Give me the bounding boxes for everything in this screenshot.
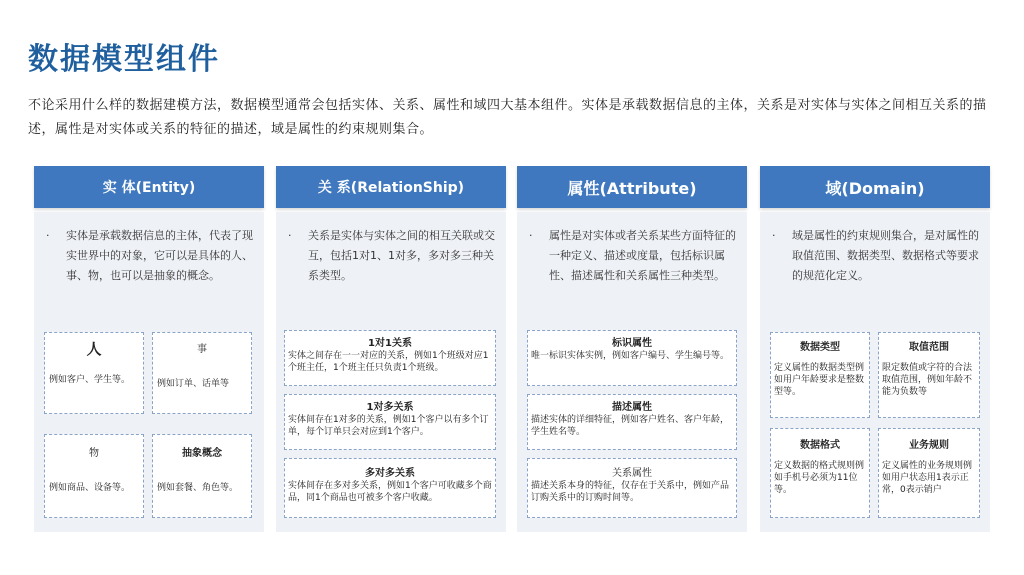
page-title: 数据模型组件 bbox=[28, 42, 220, 77]
entity-box-abstract: 抽象概念 例如套餐、角色等。 bbox=[152, 434, 252, 518]
relationship-description: · 关系是实体与实体之间的相互关联或交互，包括1对1、1对多，多对多三种关系类型。 bbox=[288, 226, 496, 286]
identifier-attribute-box: 标识属性 唯一标识实体实例，例如客户编号、学生编号等。 bbox=[527, 330, 737, 386]
relationship-header: 关 系(RelationShip) bbox=[276, 166, 506, 208]
entity-box-person: 人 例如客户、学生等。 bbox=[44, 332, 144, 414]
many-to-many-box: 多对多关系 实体间存在多对多关系，例如1个客户可收藏多个商品，同1个商品也可被多个客户收藏。 bbox=[284, 458, 496, 518]
entity-column bbox=[34, 166, 264, 532]
entity-box-thing: 物 例如商品、设备等。 bbox=[44, 434, 144, 518]
one-to-one-box: 1对1关系 实体之间存在一一对应的关系，例如1个班级对应1个班主任，1个班主任只负责1个班级。 bbox=[284, 330, 496, 386]
domain-header: 域(Domain) bbox=[760, 166, 990, 208]
bullet-icon: · bbox=[288, 229, 292, 242]
one-to-many-box: 1对多关系 实体间存在1对多的关系，例如1个客户以有多个订单，每个订单只会对应到1个客户。 bbox=[284, 394, 496, 450]
relationship-column bbox=[276, 166, 506, 532]
descriptive-attribute-box: 描述属性 描述实体的详细特征，例如客户姓名、客户年龄，学生姓名等。 bbox=[527, 394, 737, 450]
domain-body bbox=[760, 212, 990, 532]
domain-description: · 域是属性的约束规则集合，是对属性的取值范围、数据类型、数据格式等要求的规范化定义。 bbox=[772, 226, 980, 286]
entity-body bbox=[34, 212, 264, 532]
relationship-attribute-box: 关系属性 描述关系本身的特征，仅存在于关系中，例如产品订购关系中的订购时间等。 bbox=[527, 458, 737, 518]
intro-paragraph: 不论采用什么样的数据建模方法，数据模型通常会包括实体、关系、属性和域四大基本组件。实体是承载数据信息的主体，关系是对实体与实体之间相互关系的描述，属性是对实体或关系的特征的描述，域是属性的约束规则集合。 bbox=[28, 98, 987, 137]
attribute-header: 属性(Attribute) bbox=[517, 166, 747, 208]
attribute-body bbox=[517, 212, 747, 532]
value-range-box: 取值范围 限定数值或字符的合法取值范围，例如年龄不能为负数等 bbox=[878, 332, 980, 418]
business-rule-box: 业务规则 定义属性的业务规则例如用户状态用1表示正常，0表示销户 bbox=[878, 428, 980, 518]
attribute-column bbox=[517, 166, 747, 532]
entity-header: 实 体(Entity) bbox=[34, 166, 264, 208]
data-type-box: 数据类型 定义属性的数据类型例如用户年龄要求是整数型等。 bbox=[770, 332, 870, 418]
attribute-description: · 属性是对实体或者关系某些方面特征的一种定义、描述或度量，包括标识属性、描述属性和关系属性三种类型。 bbox=[529, 226, 737, 286]
bullet-icon: · bbox=[529, 229, 533, 242]
relationship-body bbox=[276, 212, 506, 532]
entity-box-event: 事 例如订单、话单等 bbox=[152, 332, 252, 414]
entity-description: · 实体是承载数据信息的主体，代表了现实世界中的对象，它可以是具体的人、事、物，也可以是抽象的概念。 bbox=[46, 226, 254, 286]
bullet-icon: · bbox=[46, 229, 50, 242]
domain-column bbox=[760, 166, 990, 532]
data-format-box: 数据格式 定义数据的格式规则例如手机号必须为11位等。 bbox=[770, 428, 870, 518]
bullet-icon: · bbox=[772, 229, 776, 242]
